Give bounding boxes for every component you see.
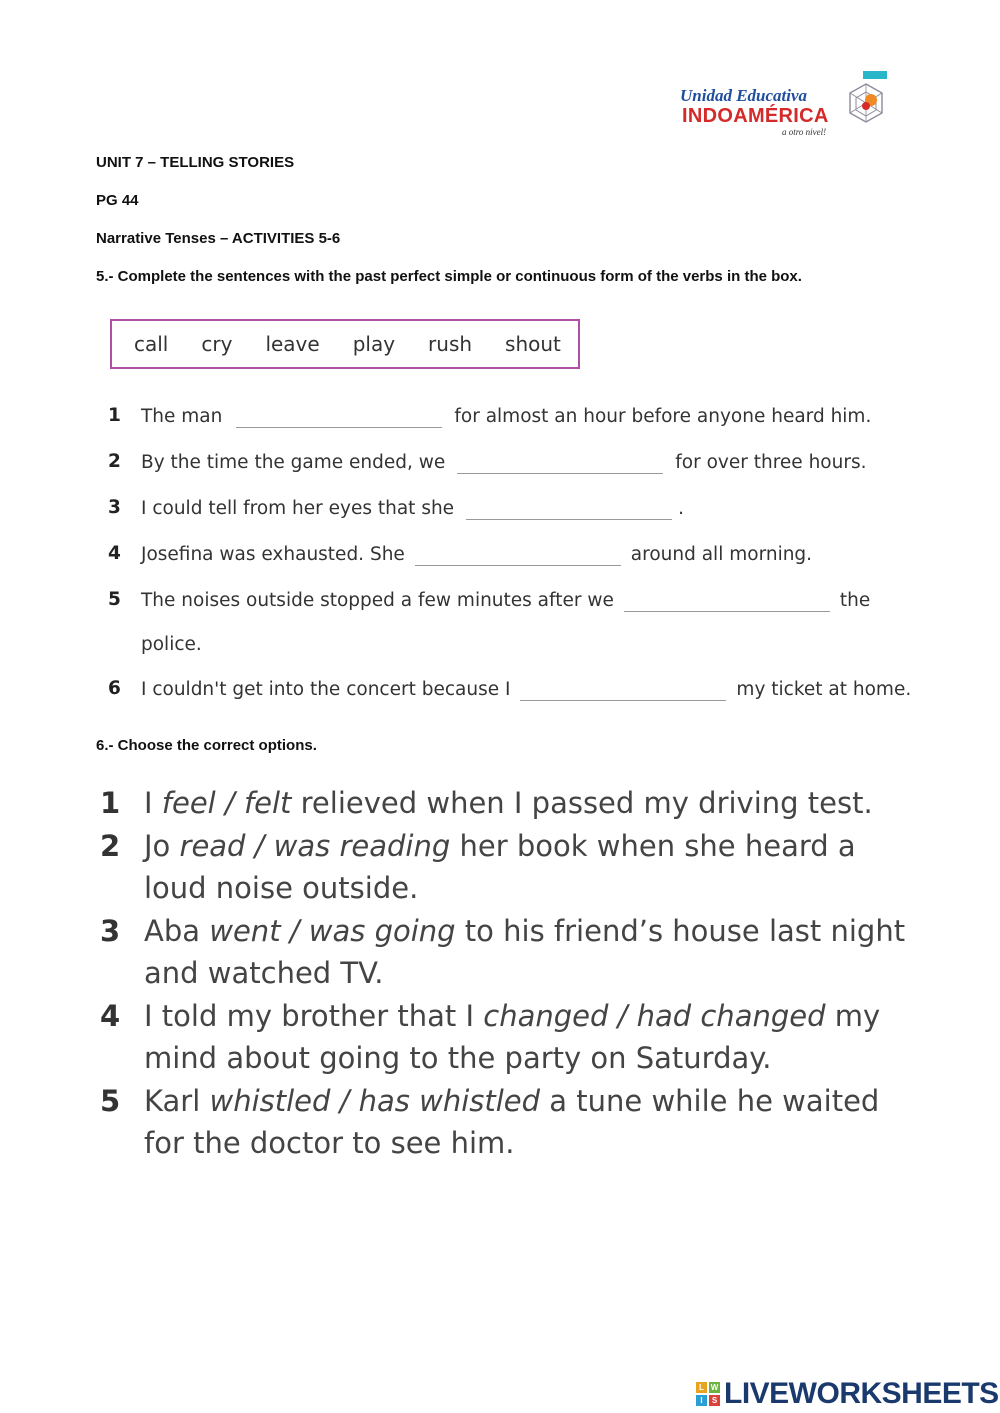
unit-title: UNIT 7 – TELLING STORIES xyxy=(96,154,295,171)
sentence-end: to his friend’s house last night xyxy=(455,913,906,948)
choice-options[interactable]: went / was going xyxy=(209,913,456,948)
item-number: 3 xyxy=(108,497,121,518)
word-box-item: rush xyxy=(428,332,473,356)
activity6-item xyxy=(100,910,920,995)
choice-options[interactable]: whistled / has whistled xyxy=(209,1083,541,1118)
liveworksheets-logo-icon xyxy=(696,1382,720,1406)
sentence-end: relieved when I passed my driving test. xyxy=(291,786,873,820)
sentence-start: Josefina was exhausted. She xyxy=(141,544,405,565)
item-number: 4 xyxy=(100,998,121,1033)
item-number: 1 xyxy=(100,786,121,820)
activity6-item xyxy=(100,782,920,825)
sentence-end: my xyxy=(825,998,881,1033)
sentence-end: a tune while he waited xyxy=(540,1083,880,1118)
tag-letter: S xyxy=(709,1395,720,1406)
logo-tagline: a otro nivel! xyxy=(782,127,827,137)
item-number: 4 xyxy=(108,543,121,564)
sentence-start: I xyxy=(144,786,162,820)
tag-letter: I xyxy=(696,1395,707,1406)
item-number: 5 xyxy=(100,1083,121,1118)
sentence-start: Aba xyxy=(144,913,210,948)
logo-line1: Unidad Educativa xyxy=(680,86,808,105)
sentence-end: . xyxy=(678,498,684,519)
topic-title: Narrative Tenses – ACTIVITIES 5-6 xyxy=(96,230,341,247)
activity6-list xyxy=(100,782,920,1165)
logo-emblem-icon xyxy=(846,82,886,134)
answer-blank[interactable] xyxy=(520,678,726,701)
answer-blank[interactable] xyxy=(624,589,830,612)
tag-letter: L xyxy=(696,1382,707,1393)
sentence-start: I could tell from her eyes that she xyxy=(141,498,455,519)
item-number: 1 xyxy=(108,405,121,426)
choice-options[interactable]: feel / felt xyxy=(161,786,292,820)
activity5-instruction: 5.- Complete the sentences with the past perfect simple or continuous form of the verbs in the box. xyxy=(96,268,802,285)
word-box-item: cry xyxy=(201,332,233,356)
sentence-start: The noises outside stopped a few minutes after we xyxy=(141,590,614,611)
sentence-line2: loud noise outside. xyxy=(144,871,419,905)
sentence-end: for almost an hour before anyone heard him. xyxy=(454,406,872,427)
sentence-end: the xyxy=(839,590,871,611)
answer-blank[interactable] xyxy=(466,497,672,520)
word-box-item: leave xyxy=(265,332,320,356)
sentence-end: around all morning. xyxy=(630,544,813,565)
activity6-instruction: 6.- Choose the correct options. xyxy=(96,737,317,754)
sentence-end: for over three hours. xyxy=(675,452,867,473)
sentence-line2: for the doctor to see him. xyxy=(144,1126,515,1160)
item-number: 3 xyxy=(100,913,121,948)
answer-blank[interactable] xyxy=(457,451,663,474)
verb-word-box xyxy=(110,319,580,369)
activity6-item xyxy=(100,1080,920,1165)
item-number: 2 xyxy=(108,451,121,472)
sentence-continuation: police. xyxy=(141,634,202,655)
sentence-end: her book when she heard a xyxy=(450,828,856,863)
sentence-start: By the time the game ended, we xyxy=(141,452,446,473)
logo-line2: INDOAMÉRICA xyxy=(682,105,829,127)
sentence-start: I couldn't get into the concert because I xyxy=(141,679,511,700)
brand-name: LIVEWORKSHEETS xyxy=(724,1377,999,1410)
activity6-item xyxy=(100,995,920,1080)
answer-blank[interactable] xyxy=(236,405,442,428)
sentence-end: my ticket at home. xyxy=(736,679,912,700)
item-number: 6 xyxy=(108,678,121,699)
item-number: 5 xyxy=(108,589,121,610)
word-box-item: shout xyxy=(505,332,561,356)
school-logo xyxy=(680,68,895,140)
sentence-start: Jo xyxy=(144,828,180,863)
activity6-item xyxy=(100,825,920,910)
word-box-item: play xyxy=(352,332,396,356)
sentence-start: Karl xyxy=(144,1083,210,1118)
page-number: PG 44 xyxy=(96,192,139,209)
tag-letter: W xyxy=(710,1383,719,1392)
sentence-line2: mind about going to the party on Saturday. xyxy=(144,1041,772,1075)
item-number: 2 xyxy=(100,828,121,863)
choice-options[interactable]: changed / had changed xyxy=(483,998,826,1033)
choice-options[interactable]: read / was reading xyxy=(179,828,451,863)
sentence-start: The man xyxy=(141,406,223,427)
sentence-line2: and watched TV. xyxy=(144,956,384,990)
answer-blank[interactable] xyxy=(415,543,621,566)
word-box-item: call xyxy=(134,332,169,356)
liveworksheets-brand[interactable] xyxy=(696,1378,999,1410)
sentence-start: I told my brother that I xyxy=(144,998,484,1033)
logo-accent-bar xyxy=(863,71,887,79)
